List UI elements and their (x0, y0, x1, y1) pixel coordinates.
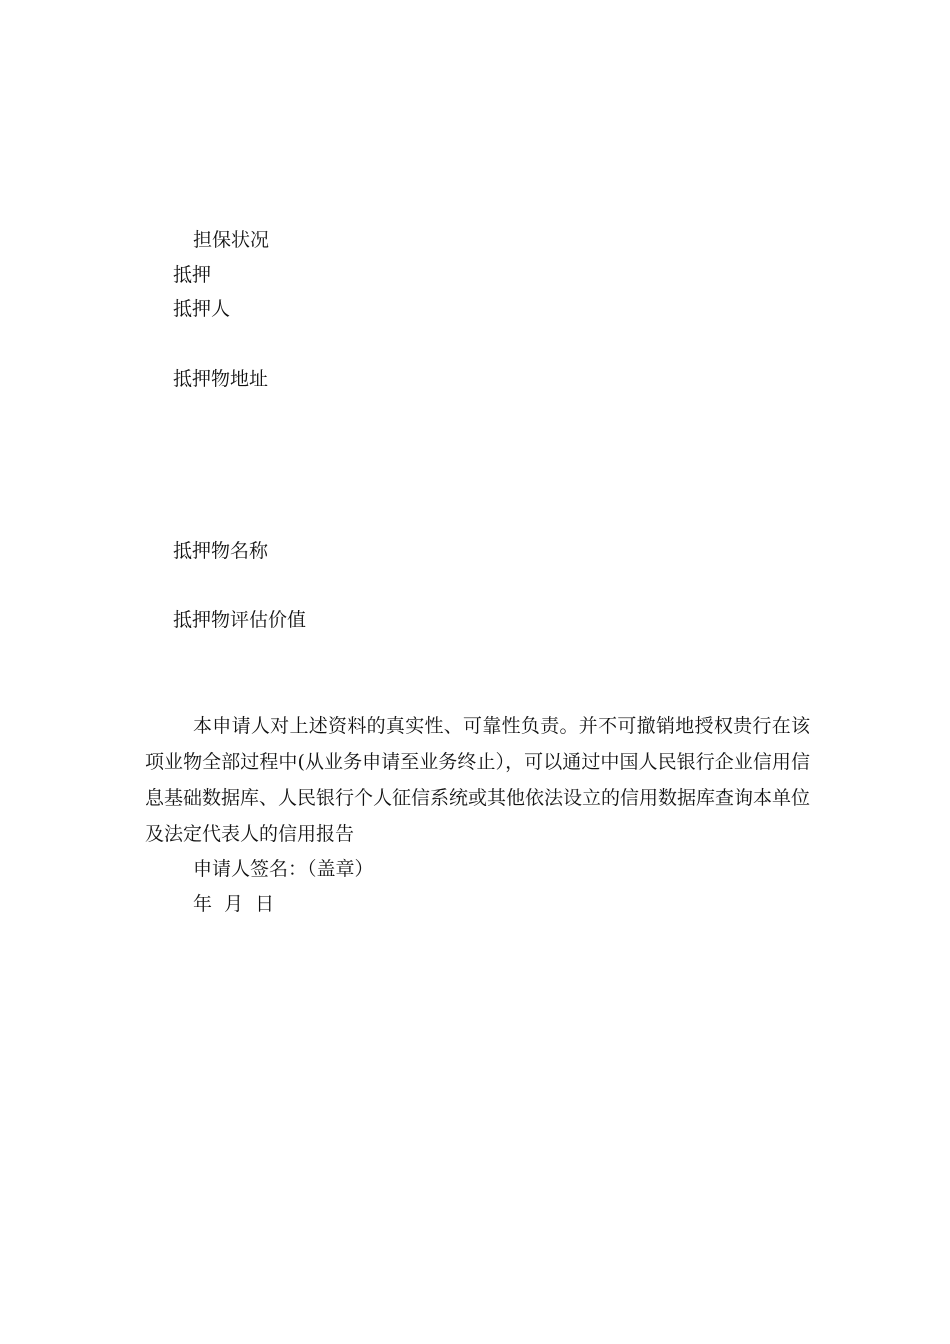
collateral-address-label: 抵押物地址 (173, 368, 269, 390)
mortgagor-label: 抵押人 (173, 298, 231, 320)
declaration-paragraph: 本申请人对上述资料的真实性、可靠性负责。并不可撤销地授权贵行在该项业物全部过程中(从业务申请至业务终止），可以通过中国人民银行企业信用信息基础数据库、人民银行个人征信系统或其他依法设立的信用数据库查询本单位及法定代表人的信用报告 (145, 715, 811, 845)
guarantee-status-label: 担保状况 (193, 229, 270, 251)
date-line: 年 月 日 (193, 893, 275, 915)
signature-line: 申请人签名：（盖章） (193, 858, 374, 880)
collateral-value-label: 抵押物评估价值 (173, 609, 307, 631)
mortgage-label: 抵押 (173, 264, 212, 286)
collateral-name-label: 抵押物名称 (173, 540, 269, 562)
